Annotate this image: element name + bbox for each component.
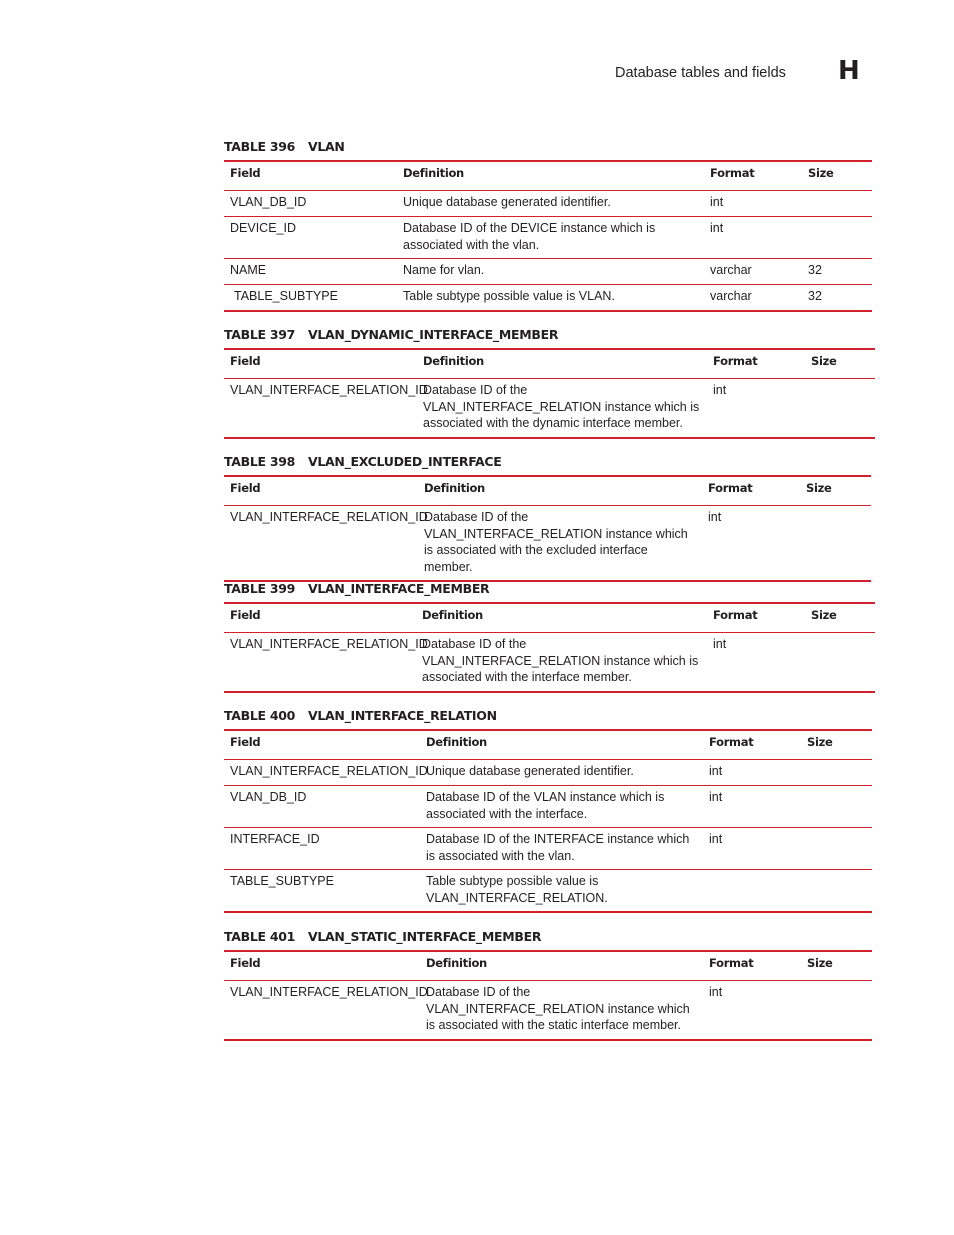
field-cell: VLAN_INTERFACE_RELATION_ID (224, 379, 417, 438)
field-cell: VLAN_INTERFACE_RELATION_ID (224, 633, 416, 692)
table-row (224, 760, 872, 786)
format-cell: int (703, 981, 801, 1040)
table-header-row (224, 161, 872, 191)
format-cell: int (703, 786, 801, 828)
format-cell: int (704, 191, 802, 217)
column-header: Field (224, 476, 418, 506)
table-caption (224, 454, 502, 469)
table-row (224, 506, 871, 582)
data-table (224, 950, 872, 1041)
table-row (224, 379, 875, 438)
column-header: Size (801, 730, 872, 760)
column-header: Size (805, 603, 875, 633)
column-header: Size (805, 349, 875, 379)
size-cell (801, 760, 872, 786)
column-header: Format (703, 730, 801, 760)
table-row (224, 633, 875, 692)
definition-cell: Database ID of the VLAN_INTERFACE_RELATION instance which is associated with the dynamic interface member. (417, 379, 707, 438)
column-header: Format (702, 476, 800, 506)
format-cell: int (704, 217, 802, 259)
column-header: Field (224, 161, 397, 191)
table-name: VLAN_DYNAMIC_INTERFACE_MEMBER (308, 327, 559, 342)
size-cell (802, 191, 872, 217)
format-cell: int (707, 379, 805, 438)
size-cell (802, 217, 872, 259)
format-cell: int (702, 506, 800, 582)
column-header: Field (224, 730, 420, 760)
size-cell (801, 870, 872, 913)
field-cell: NAME (224, 259, 397, 285)
table-caption (224, 708, 497, 723)
format-cell: int (703, 760, 801, 786)
field-cell: DEVICE_ID (224, 217, 397, 259)
column-header: Definition (418, 476, 702, 506)
field-cell: INTERFACE_ID (224, 828, 420, 870)
definition-cell: Unique database generated identifier. (420, 760, 703, 786)
table-number: TABLE 397 (224, 327, 296, 342)
format-cell: varchar (704, 259, 802, 285)
table-row (224, 786, 872, 828)
field-cell: VLAN_INTERFACE_RELATION_ID (224, 506, 418, 582)
size-cell (801, 981, 872, 1040)
column-header: Definition (420, 730, 703, 760)
table-caption (224, 327, 558, 342)
column-header: Field (224, 349, 417, 379)
table-row (224, 828, 872, 870)
size-cell (801, 828, 872, 870)
table-row (224, 191, 872, 217)
definition-cell: Database ID of the VLAN_INTERFACE_RELATION instance which is associated with the interface member. (416, 633, 707, 692)
definition-cell: Database ID of the VLAN instance which is associated with the interface. (420, 786, 703, 828)
table-header-row (224, 476, 871, 506)
format-cell: int (703, 828, 801, 870)
table-number: TABLE 399 (224, 581, 296, 596)
definition-cell: Database ID of the DEVICE instance which is associated with the vlan. (397, 217, 704, 259)
table-row (224, 870, 872, 913)
data-table (224, 475, 871, 582)
table-name: VLAN_INTERFACE_RELATION (308, 708, 497, 723)
table-row (224, 259, 872, 285)
field-cell: VLAN_INTERFACE_RELATION_ID (224, 760, 420, 786)
data-table (224, 729, 872, 913)
table-name: VLAN_EXCLUDED_INTERFACE (308, 454, 502, 469)
column-header: Size (802, 161, 872, 191)
size-cell (805, 379, 875, 438)
table-number: TABLE 400 (224, 708, 296, 723)
table-header-row (224, 349, 875, 379)
definition-cell: Unique database generated identifier. (397, 191, 704, 217)
table-caption (224, 139, 345, 154)
column-header: Format (704, 161, 802, 191)
table-caption (224, 581, 489, 596)
column-header: Definition (417, 349, 707, 379)
field-cell: TABLE_SUBTYPE (224, 285, 397, 311)
size-cell (800, 506, 871, 582)
column-header: Format (707, 603, 805, 633)
definition-cell: Database ID of the INTERFACE instance which is associated with the vlan. (420, 828, 703, 870)
table-name: VLAN_STATIC_INTERFACE_MEMBER (308, 929, 542, 944)
table-row (224, 217, 872, 259)
definition-cell: Table subtype possible value is VLAN_INTERFACE_RELATION. (420, 870, 703, 913)
column-header: Definition (416, 603, 707, 633)
column-header: Format (707, 349, 805, 379)
table-row (224, 981, 872, 1040)
definition-cell: Database ID of the VLAN_INTERFACE_RELATION instance which is associated with the excluded interface member. (418, 506, 702, 582)
field-cell: TABLE_SUBTYPE (224, 870, 420, 913)
table-number: TABLE 396 (224, 139, 296, 154)
table-number: TABLE 401 (224, 929, 296, 944)
appendix-letter: H (838, 56, 860, 86)
table-header-row (224, 730, 872, 760)
field-cell: VLAN_INTERFACE_RELATION_ID (224, 981, 420, 1040)
data-table (224, 602, 875, 693)
column-header: Definition (397, 161, 704, 191)
table-header-row (224, 951, 872, 981)
definition-cell: Database ID of the VLAN_INTERFACE_RELATION instance which is associated with the static interface member. (420, 981, 703, 1040)
table-number: TABLE 398 (224, 454, 296, 469)
table-row (224, 285, 872, 311)
table-caption (224, 929, 541, 944)
size-cell: 32 (802, 285, 872, 311)
column-header: Field (224, 951, 420, 981)
column-header: Format (703, 951, 801, 981)
table-header-row (224, 603, 875, 633)
data-table (224, 348, 875, 439)
definition-cell: Table subtype possible value is VLAN. (397, 285, 704, 311)
format-cell (703, 870, 801, 913)
table-name: VLAN_INTERFACE_MEMBER (308, 581, 490, 596)
table-name: VLAN (308, 139, 345, 154)
definition-cell: Name for vlan. (397, 259, 704, 285)
size-cell (801, 786, 872, 828)
format-cell: int (707, 633, 805, 692)
column-header: Size (801, 951, 872, 981)
size-cell (805, 633, 875, 692)
field-cell: VLAN_DB_ID (224, 191, 397, 217)
running-header-title: Database tables and fields (615, 65, 786, 81)
column-header: Field (224, 603, 416, 633)
size-cell: 32 (802, 259, 872, 285)
format-cell: varchar (704, 285, 802, 311)
field-cell: VLAN_DB_ID (224, 786, 420, 828)
data-table (224, 160, 872, 312)
column-header: Definition (420, 951, 703, 981)
column-header: Size (800, 476, 871, 506)
